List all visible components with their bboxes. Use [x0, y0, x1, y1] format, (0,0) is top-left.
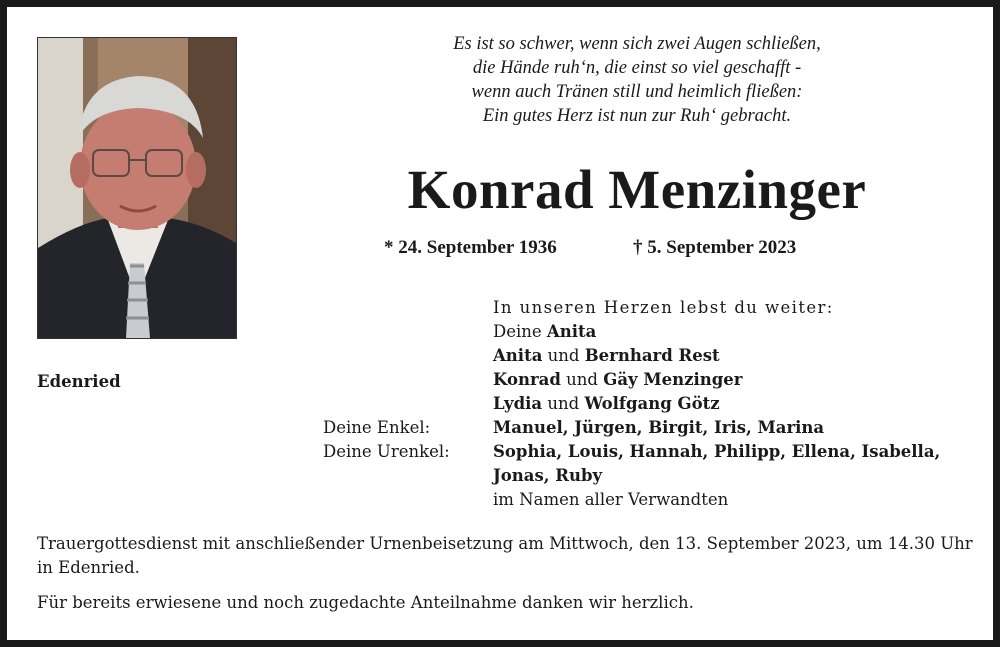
grandchildren-label: Deine Enkel:: [323, 418, 431, 437]
mourners-intro: In unseren Herzen lebst du weiter:: [493, 298, 834, 317]
residence-place: Edenried: [37, 372, 121, 391]
mourner-name: Anita: [493, 346, 543, 365]
mourner-name: Anita: [546, 322, 597, 341]
poem: [337, 32, 937, 128]
great-grandchildren-names: [493, 464, 983, 488]
poem-line: Ein gutes Herz ist nun zur Ruh‘ gebracht.: [482, 106, 792, 126]
mourner-name: Sophia, Louis, Hannah, Philipp, Ellena, Isabella,: [493, 442, 941, 461]
mourner-name: Lydia: [493, 394, 543, 413]
thanks-text: Für bereits erwiesene und noch zugedachte Anteilnahme danken wir herzlich.: [37, 593, 694, 612]
mourner-name: Wolfgang Götz: [584, 394, 720, 413]
mourners-list: [493, 320, 983, 512]
mourner-line: [493, 320, 983, 344]
great-grandchildren-label: Deine Urenkel:: [323, 442, 450, 461]
portrait-photo: [37, 37, 237, 339]
mourner-conjunction: und: [547, 346, 580, 365]
poem-line: wenn auch Tränen still und heimlich fließen:: [471, 82, 803, 102]
death-date: † 5. September 2023: [633, 237, 797, 258]
mourner-name: Bernhard Rest: [584, 346, 720, 365]
mourner-line: [493, 344, 983, 368]
mourner-name: Jonas, Ruby: [493, 466, 603, 485]
mourner-name: Gäy Menzinger: [603, 370, 743, 389]
mourner-name: Konrad: [493, 370, 561, 389]
service-text: Trauergottesdienst mit anschließender Urnenbeisetzung am Mittwoch, den 13. September 2023, um 14.30 Uhr in Edenried.: [37, 534, 973, 577]
mourner-line: [493, 368, 983, 392]
poem-line: Es ist so schwer, wenn sich zwei Augen schließen,: [453, 34, 821, 54]
mourner-conjunction: und: [566, 370, 598, 389]
mourner-line: [493, 392, 983, 416]
service-info: [37, 532, 977, 615]
grandchildren-names: [493, 416, 983, 440]
mourner-name: Manuel, Jürgen, Birgit, Iris, Marina: [493, 418, 825, 437]
poem-line: die Hände ruh‘n, die einst so viel geschafft -: [472, 58, 802, 78]
mourner-labels: [323, 416, 450, 464]
mourner-prefix: Deine: [493, 322, 542, 341]
mourner-conjunction: und: [547, 394, 580, 413]
birth-date: * 24. September 1936: [384, 237, 557, 258]
great-grandchildren-names: [493, 440, 983, 464]
mourners-closing: im Namen aller Verwandten: [493, 490, 729, 509]
deceased-name: Konrad Menzinger: [407, 159, 867, 220]
